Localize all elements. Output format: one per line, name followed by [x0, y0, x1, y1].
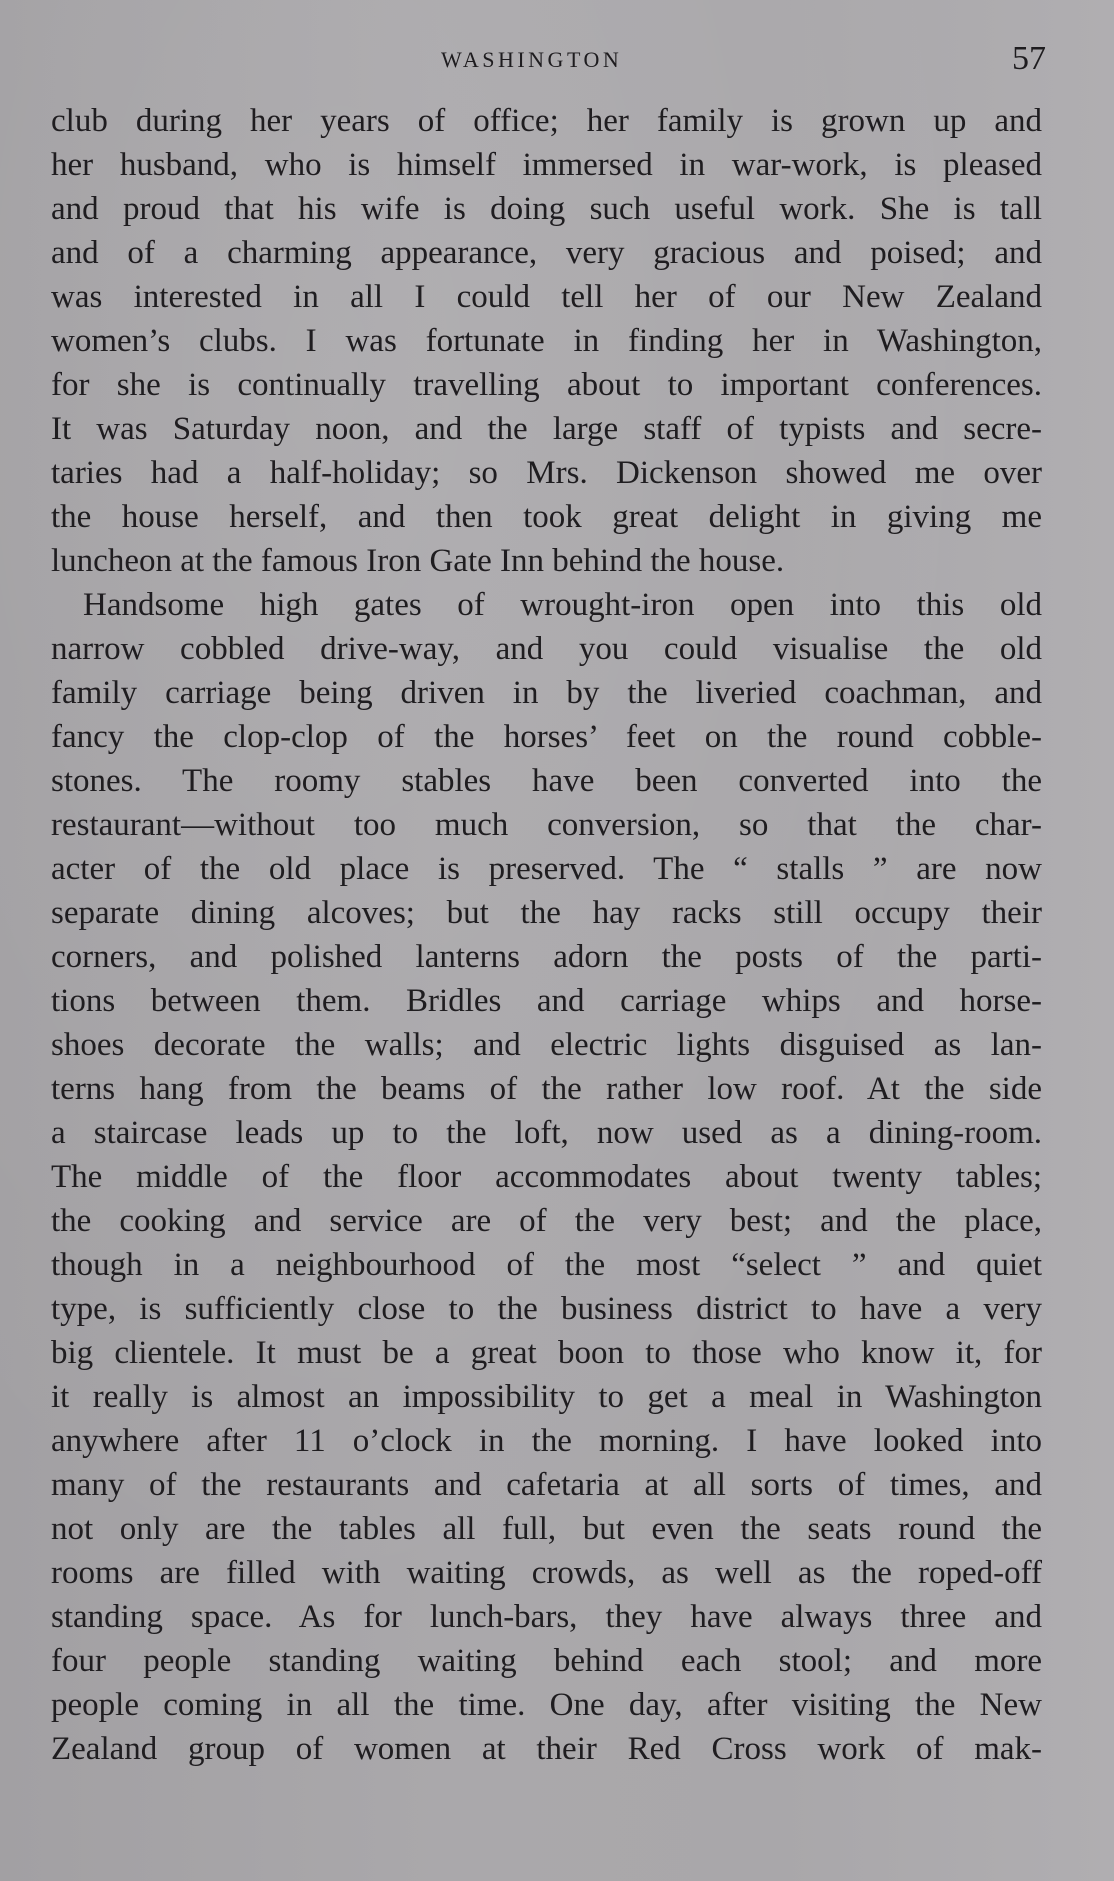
text-line: the house herself, and then took great delight in giving me — [51, 499, 1042, 535]
text-line: a staircase leads up to the loft, now used as a dining-room. — [51, 1115, 1042, 1151]
paragraph-start-line: Handsome high gates of wrought-iron open into this old — [83, 587, 1042, 623]
text-line: It was Saturday noon, and the large staff of typists and secre- — [51, 411, 1042, 447]
text-line: narrow cobbled drive-way, and you could visualise the old — [51, 631, 1042, 667]
text-line: fancy the clop-clop of the horses’ feet on the round cobble- — [51, 719, 1042, 755]
text-line: it really is almost an impossibility to get a meal in Washington — [51, 1379, 1042, 1415]
text-line: terns hang from the beams of the rather low roof. At the side — [51, 1071, 1042, 1107]
body-text — [51, 99, 1042, 1771]
text-line: many of the restaurants and cafetaria at all sorts of times, and — [51, 1467, 1042, 1503]
paragraph-end-line: luncheon at the famous Iron Gate Inn behind the house. — [51, 543, 785, 579]
text-line: her husband, who is himself immersed in war-work, is pleased — [51, 147, 1042, 183]
text-line: standing space. As for lunch-bars, they have always three and — [51, 1599, 1042, 1635]
running-head-title: WASHINGTON — [441, 47, 623, 72]
text-line: anywhere after 11 o’clock in the morning. I have looked into — [51, 1423, 1042, 1459]
text-line: tions between them. Bridles and carriage whips and horse- — [51, 983, 1042, 1019]
text-line: women’s clubs. I was fortunate in finding her in Washington, — [51, 323, 1042, 359]
text-line: corners, and polished lanterns adorn the posts of the parti- — [51, 939, 1042, 975]
text-line: people coming in all the time. One day, after visiting the New — [51, 1687, 1042, 1723]
text-line: and proud that his wife is doing such useful work. She is tall — [51, 191, 1042, 227]
text-line: acter of the old place is preserved. The “ stalls ” are now — [51, 851, 1042, 887]
text-line: the cooking and service are of the very best; and the place, — [51, 1203, 1042, 1239]
text-line: big clientele. It must be a great boon to those who know it, for — [51, 1335, 1042, 1371]
text-line: not only are the tables all full, but even the seats round the — [51, 1511, 1042, 1547]
text-line: for she is continually travelling about to important conferences. — [51, 367, 1042, 403]
text-line: shoes decorate the walls; and electric lights disguised as lan- — [51, 1027, 1042, 1063]
text-line: stones. The roomy stables have been converted into the — [51, 763, 1042, 799]
page-number: 57 — [1012, 40, 1046, 77]
text-line: club during her years of office; her family is grown up and — [51, 103, 1042, 139]
text-line: family carriage being driven in by the liveried coachman, and — [51, 675, 1042, 711]
text-line: separate dining alcoves; but the hay racks still occupy their — [51, 895, 1042, 931]
text-line: taries had a half-holiday; so Mrs. Dickenson showed me over — [51, 455, 1042, 491]
text-line: type, is sufficiently close to the business district to have a very — [51, 1291, 1042, 1327]
text-line: and of a charming appearance, very gracious and poised; and — [51, 235, 1042, 271]
text-line: was interested in all I could tell her of our New Zealand — [51, 279, 1042, 315]
text-line: The middle of the floor accommodates about twenty tables; — [51, 1159, 1042, 1195]
text-line: restaurant—without too much conversion, so that the char- — [51, 807, 1042, 843]
text-line: though in a neighbourhood of the most “select ” and quiet — [51, 1247, 1042, 1283]
text-line: four people standing waiting behind each stool; and more — [51, 1643, 1042, 1679]
text-line: rooms are filled with waiting crowds, as well as the roped-off — [51, 1555, 1042, 1591]
text-line: Zealand group of women at their Red Cross work of mak- — [51, 1731, 1042, 1767]
